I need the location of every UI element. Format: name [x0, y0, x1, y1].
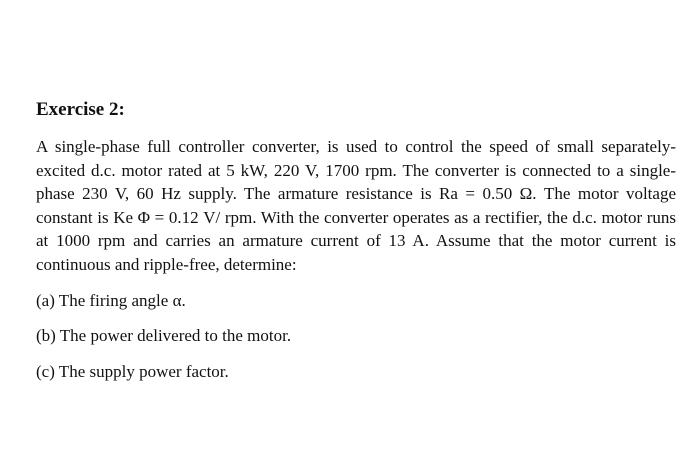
question-c: (c) The supply power factor. [36, 361, 229, 381]
problem-statement: A single-phase full controller converter, is used to control the speed of small separately-excited d.c. motor rated at 5 kW, 220 V, 1700 rpm. The converter is connected to a single-phase 230 V, 60 Hz supply. The armature resistance is Ra = 0.50 Ω. The motor voltage constant is Ke Φ = 0.12 V/ rpm. With the converter operates as a rectifier, the d.c. motor runs at 1000 rpm and carries an armature current of 13 A. Assume that the motor current is continuous and ripple-free, determine: [36, 137, 676, 274]
question-a: (a) The firing angle α. [36, 290, 186, 310]
document-content [36, 98, 676, 395]
question-list [36, 289, 676, 383]
question-b: (b) The power delivered to the motor. [36, 326, 292, 346]
exercise-title: Exercise 2: [36, 99, 125, 120]
